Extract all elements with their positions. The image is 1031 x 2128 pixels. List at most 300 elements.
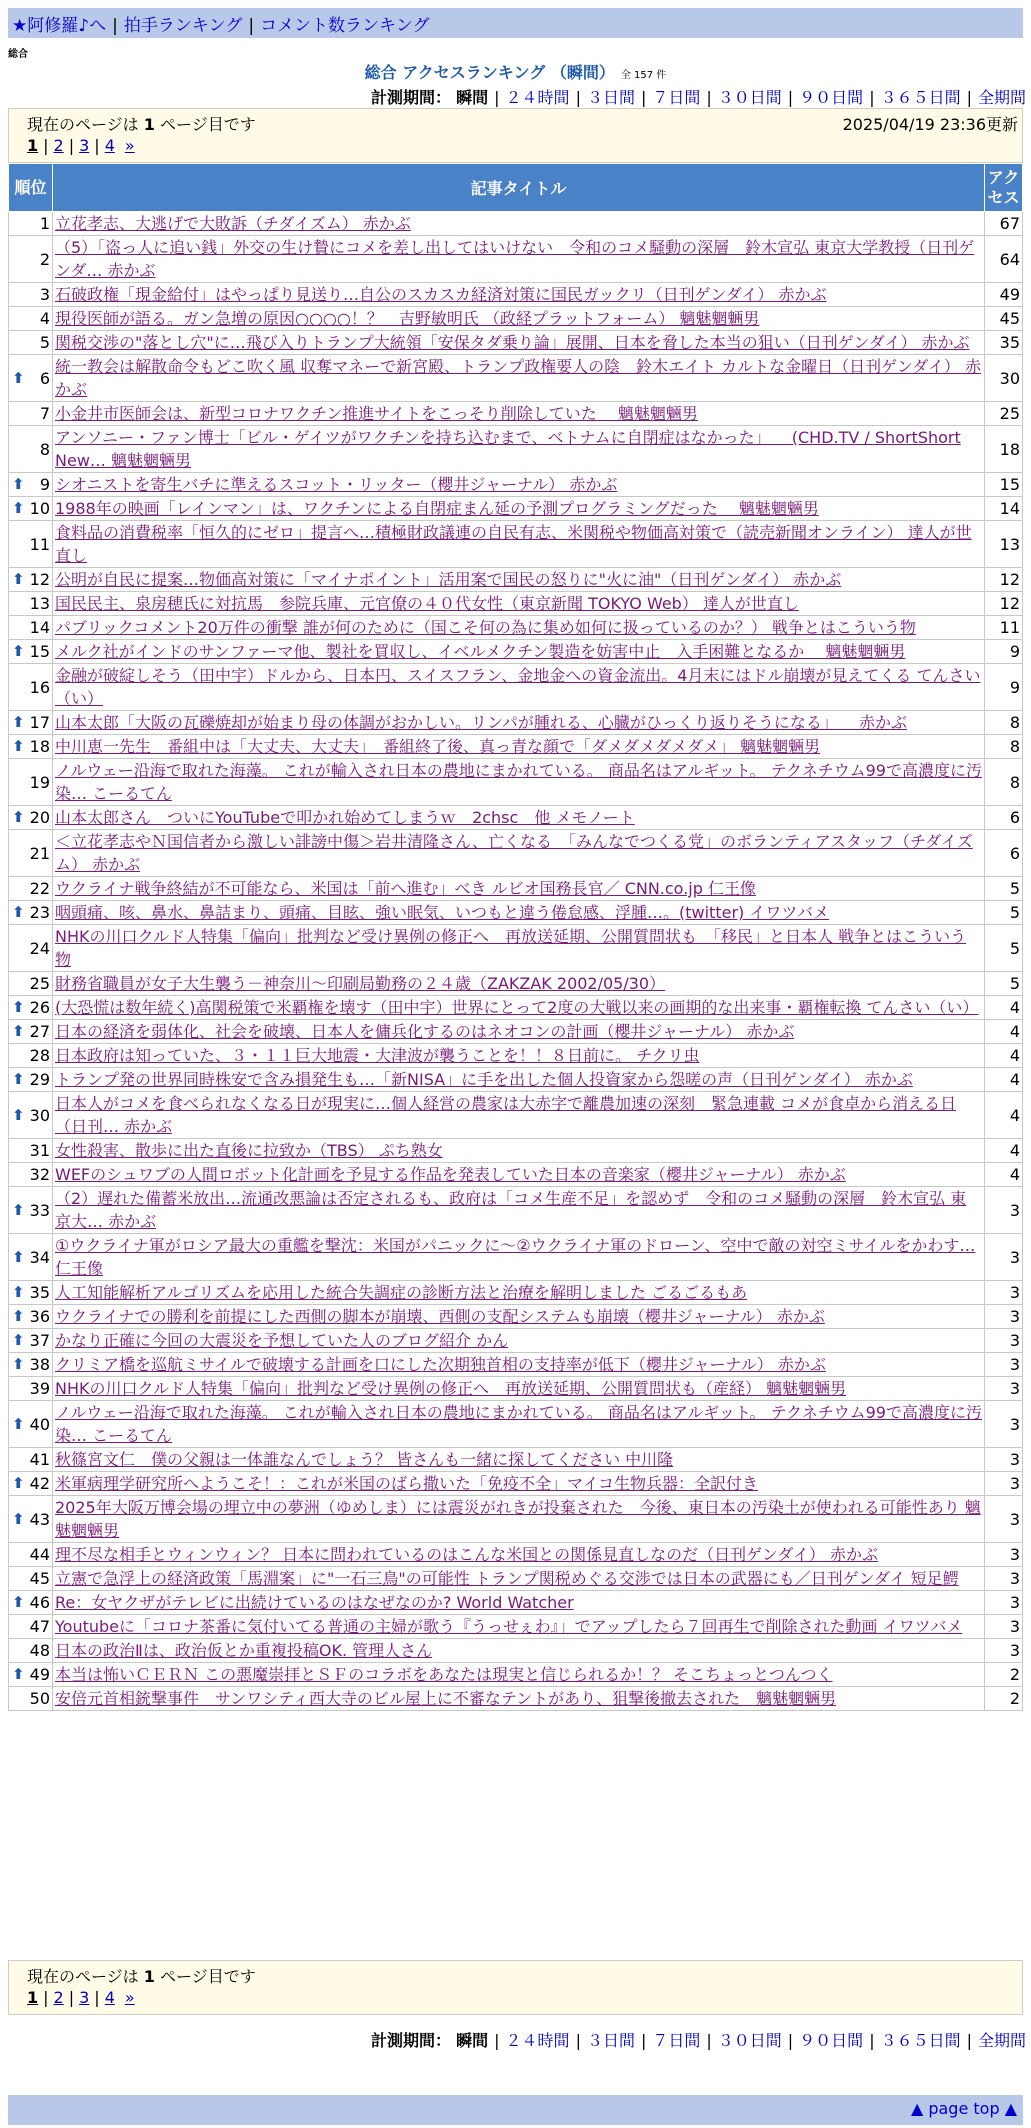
access-count: 15 (985, 473, 1023, 497)
table-row (9, 759, 1023, 806)
access-count: 4 (985, 1139, 1023, 1163)
article-title-link[interactable]: ノルウェー沿海で取れた海藻。 これが輸入され日本の農地にまかれている。 商品名はアルギット。 テクネチウム99で高濃度に汚染… こーるてん (55, 761, 982, 803)
rank-cell (9, 877, 53, 901)
page-2-link[interactable]: 2 (53, 1988, 64, 2007)
rank-cell (9, 1020, 53, 1044)
rank-cell (9, 1591, 53, 1615)
access-count: 3 (985, 1401, 1023, 1448)
rank-cell (9, 497, 53, 521)
article-title-link[interactable]: 小金井市医師会は、新型コロナワクチン推進サイトをこっそり削除していた 魑魅魍魎男 (55, 404, 698, 423)
table-row (9, 1543, 1023, 1567)
rank-cell (9, 640, 53, 664)
current-page-text-bottom: 現在のページは 1 ページ目です (27, 1967, 256, 1986)
rank-up-icon: ⬆ (12, 1070, 25, 1088)
article-title-link[interactable]: 秋篠宮文仁 僕の父親は一体誰なんでしょう？ 皆さんも一緒に探してください 中川隆 (55, 1450, 674, 1469)
access-count: 8 (985, 735, 1023, 759)
page-3-link[interactable]: 3 (79, 136, 90, 155)
article-title-link[interactable]: かなり正確に今回の大震災を予想していた人のブログ紹介 かん (55, 1331, 509, 1350)
title-cell (53, 283, 985, 307)
title-cell (53, 1639, 985, 1663)
period-label: 計測期間： (371, 2031, 452, 2050)
article-title-link[interactable]: 本当は怖いＣＥＲＮ この悪魔崇拝とＳＦのコラボをあなたは現実と信じられるか！？ そこちょっとつんつく (55, 1665, 833, 1684)
article-title-link[interactable]: メルク社がインドのサンファーマ他、製社を買収し、イベルメクチン製造を妨害中止 入手困難となるか 魑魅魍魎男 (55, 642, 906, 661)
article-title-link[interactable]: 理不尽な相手とウィンウィン？ 日本に問われているのはこんな米国との関係見直しなのだ（日刊ゲンダイ） 赤かぶ (55, 1545, 878, 1564)
rank-cell (9, 592, 53, 616)
rank-number: 43 (29, 1509, 50, 1529)
rank-number: 11 (29, 534, 50, 554)
rank-up-icon: ⬆ (12, 499, 25, 517)
article-title-link[interactable]: 米軍病理学研究所へようこそ！：これが米国のばら撒いた「免疫不全」マイコ生物兵器：全訳付き (55, 1474, 759, 1493)
period-3d-link[interactable]: ３日間 (586, 88, 635, 107)
access-count: 3 (985, 1472, 1023, 1496)
period-30d-link[interactable]: ３０日間 (717, 88, 782, 107)
period-label: 計測期間： (371, 88, 452, 107)
rank-cell (9, 1687, 53, 1711)
title-cell (53, 1448, 985, 1472)
rank-cell (9, 426, 53, 473)
rank-number: 26 (29, 998, 50, 1017)
page-4-link[interactable]: 4 (104, 1988, 115, 2007)
article-title-link[interactable]: （2）遅れた備蓄米放出…流通改悪論は否定されるも、政府は「コメ生産不足」を認めず 令和のコメ騒動の深層 鈴木宣弘 東京大… 赤かぶ (55, 1189, 967, 1231)
table-row (9, 1496, 1023, 1543)
comment-ranking-link[interactable]: コメント数ランキング (260, 16, 430, 36)
table-row (9, 1663, 1023, 1687)
article-title-link[interactable]: 日本政府は知っていた、３・１１巨大地震・大津波が襲うことを！！８日前に。 チクリ虫 (55, 1046, 700, 1065)
title-cell (53, 1687, 985, 1711)
applause-ranking-link[interactable]: 拍手ランキング (123, 16, 243, 36)
article-title-link[interactable]: NHKの川口クルド人特集「偏向」批判など受け異例の修正へ 再放送延期、公開質問状も（産経） 魑魅魍魎男 (55, 1379, 847, 1398)
article-title-link[interactable]: 金融が破綻しそう（田中宇）ドルから、日本円、スイスフラン、金地金への資金流出。4月末にはドル崩壊が見えてくる てんさい（い） (55, 666, 981, 708)
rank-number: 14 (29, 618, 50, 637)
period-3d-link[interactable]: ３日間 (586, 2031, 635, 2050)
article-title-link[interactable]: NHKの川口クルド人特集「偏向」批判など受け異例の修正へ 再放送延期、公開質問状も 「移民」と日本人 戦争とはこういう物 (55, 927, 967, 969)
rank-number: 13 (29, 594, 50, 613)
title-cell (53, 497, 985, 521)
pager-bottom (8, 1960, 1023, 2015)
rank-number: 6 (39, 368, 50, 388)
ranking-table (8, 163, 1023, 1711)
article-title-link[interactable]: 石破政権「現金給付」はやっぱり見送り…自公のスカスカ経済対策に国民ガックリ（日刊ゲンダイ） 赤かぶ (55, 285, 827, 304)
rank-number: 17 (29, 713, 50, 732)
title-cell (53, 1496, 985, 1543)
rank-cell (9, 664, 53, 711)
period-all-link[interactable]: 全期間 (977, 88, 1026, 107)
article-title-link[interactable]: 日本の経済を弱体化、社会を破壊、日本人を傭兵化するのはネオコンの計画（櫻井ジャーナル） 赤かぶ (55, 1022, 795, 1041)
category-label: 総合 (8, 49, 28, 60)
article-title-link[interactable]: ＜立花孝志やＮ国信者から激しい誹謗中傷＞岩井清隆さん、亡くなる 「みんなでつくる党」のボランティアスタッフ（チダイズム） 赤かぶ (55, 832, 973, 874)
access-count: 5 (985, 972, 1023, 996)
access-count: 35 (985, 331, 1023, 355)
access-count: 8 (985, 711, 1023, 735)
article-title-link[interactable]: ウクライナでの勝利を前提にした西側の脚本が崩壊、西側の支配システムも崩壊（櫻井ジャーナル） 赤かぶ (55, 1307, 825, 1326)
title-cell (53, 1068, 985, 1092)
bottom-bar (8, 2095, 1023, 2125)
table-row (9, 1353, 1023, 1377)
table-row (9, 497, 1023, 521)
title-cell (53, 664, 985, 711)
rank-cell (9, 830, 53, 877)
rank-cell (9, 616, 53, 640)
access-count: 3 (985, 1448, 1023, 1472)
title-cell (53, 735, 985, 759)
table-row (9, 283, 1023, 307)
title-cell (53, 830, 985, 877)
rank-up-icon: ⬆ (12, 903, 25, 921)
table-row (9, 1234, 1023, 1281)
title-cell (53, 1663, 985, 1687)
article-title-link[interactable]: アンソニー・ファン博士「ビル・ゲイツがワクチンを持ち込むまで、ベトナムに自閉症はなかった」 (CHD.TV / ShortShort New… 魑魅魍魎男 (55, 428, 961, 470)
title-cell (53, 592, 985, 616)
rank-number: 27 (29, 1022, 50, 1041)
period-current: 瞬間 (456, 88, 489, 107)
period-30d-link[interactable]: ３０日間 (717, 2031, 782, 2050)
article-title-link[interactable]: 食料品の消費税率「恒久的にゼロ」提言へ…積極財政議連の自民有志、米関税や物価高対策で（読売新聞オンライン） 達人が世直し (55, 523, 972, 565)
rank-number: 28 (29, 1046, 50, 1065)
title-cell (53, 616, 985, 640)
rank-number: 30 (29, 1105, 50, 1125)
access-count: 9 (985, 664, 1023, 711)
access-count: 12 (985, 592, 1023, 616)
rank-number: 16 (29, 677, 50, 697)
title-cell (53, 1472, 985, 1496)
access-count: 3 (985, 1305, 1023, 1329)
rank-number: 10 (29, 499, 50, 518)
rank-number: 9 (39, 475, 50, 494)
period-24h-link[interactable]: ２４時間 (505, 88, 570, 107)
page-1-current: 1 (27, 1988, 39, 2007)
access-count: 3 (985, 1591, 1023, 1615)
access-count: 3 (985, 1234, 1023, 1281)
access-count: 3 (985, 1187, 1023, 1234)
table-row (9, 355, 1023, 402)
rank-cell (9, 521, 53, 568)
rank-number: 29 (29, 1070, 50, 1089)
rank-number: 46 (29, 1593, 50, 1612)
rank-cell (9, 735, 53, 759)
rank-up-icon: ⬆ (12, 1105, 25, 1124)
table-row (9, 616, 1023, 640)
rank-cell (9, 1163, 53, 1187)
rank-number: 39 (29, 1379, 50, 1398)
access-count: 14 (985, 497, 1023, 521)
table-row (9, 640, 1023, 664)
table-row (9, 806, 1023, 830)
rank-up-icon: ⬆ (12, 475, 25, 493)
title-cell (53, 212, 985, 236)
table-row (9, 1448, 1023, 1472)
rank-up-icon: ⬆ (12, 737, 25, 755)
access-count: 5 (985, 877, 1023, 901)
article-title-link[interactable]: 立花孝志、大逃げで大敗訴（チダイズム） 赤かぶ (55, 214, 411, 233)
table-row (9, 1305, 1023, 1329)
page-2-link[interactable]: 2 (53, 136, 64, 155)
title-cell (53, 806, 985, 830)
period-365d-link[interactable]: ３６５日間 (880, 88, 961, 107)
table-row (9, 1092, 1023, 1139)
rank-number: 42 (29, 1474, 50, 1493)
article-title-link[interactable]: 山本太郎「大阪の瓦礫焼却が始まり母の体調がおかしい。リンパが腫れる、心臓がひっくり返りそうになる」 赤かぶ (55, 713, 907, 732)
pager-top (8, 108, 1023, 163)
rank-number: 4 (39, 309, 50, 328)
rank-cell (9, 1496, 53, 1543)
rank-number: 21 (29, 843, 50, 863)
rank-cell (9, 1377, 53, 1401)
title-cell (53, 355, 985, 402)
access-count: 49 (985, 283, 1023, 307)
rank-cell (9, 1615, 53, 1639)
table-row (9, 236, 1023, 283)
access-column-header: アクセス (985, 164, 1023, 212)
rank-up-icon: ⬆ (12, 1414, 25, 1433)
access-count: 3 (985, 1567, 1023, 1591)
table-row (9, 901, 1023, 925)
title-cell (53, 759, 985, 806)
access-count: 4 (985, 1020, 1023, 1044)
table-row (9, 212, 1023, 236)
next-page-link[interactable]: » (124, 136, 135, 155)
page-4-link[interactable]: 4 (104, 136, 115, 155)
rank-number: 5 (39, 333, 50, 352)
title-cell (53, 1139, 985, 1163)
table-row (9, 568, 1023, 592)
article-title-link[interactable]: ノルウェー沿海で取れた海藻。 これが輸入され日本の農地にまかれている。 商品名はアルギット。 テクネチウム99で高濃度に汚染… こーるてん (55, 1403, 982, 1445)
title-cell (53, 1305, 985, 1329)
article-title-link[interactable]: 立憲で急浮上の経済政策「馬淵案」に"一石三鳥"の可能性 トランプ関税めぐる交渉では日本の武器にも／日刊ゲンダイ 短足鰐 (55, 1569, 959, 1588)
rank-cell (9, 1281, 53, 1305)
rank-number: 37 (29, 1331, 50, 1350)
nav-separator: | (248, 16, 255, 36)
rank-cell (9, 283, 53, 307)
title-cell (53, 1401, 985, 1448)
table-row (9, 1639, 1023, 1663)
table-row (9, 1591, 1023, 1615)
table-row (9, 1615, 1023, 1639)
rank-cell (9, 1044, 53, 1068)
access-count: 6 (985, 806, 1023, 830)
article-title-link[interactable]: 財務省職員が女子大生襲う－神奈川～印刷局勤務の２４歳（ZAKZAK 2002/05/30） (55, 974, 666, 993)
title-cell (53, 711, 985, 735)
rank-cell (9, 1139, 53, 1163)
access-count: 4 (985, 1092, 1023, 1139)
page-top-link[interactable]: ▲ page top ▲ (910, 2099, 1017, 2118)
rank-cell (9, 1472, 53, 1496)
title-cell (53, 473, 985, 497)
rank-up-icon: ⬆ (12, 1355, 25, 1373)
current-page-text: 現在のページは 1 ページ目です (27, 115, 256, 134)
article-title-link[interactable]: 中川恵一先生 番組中は「大丈夫、大丈夫」 番組終了後、真っ青な顔で「ダメダメダメダメ」 魑魅魍魎男 (55, 737, 821, 756)
rank-up-icon: ⬆ (12, 998, 25, 1016)
rank-number: 38 (29, 1355, 50, 1374)
period-all-link[interactable]: 全期間 (977, 2031, 1026, 2050)
table-row (9, 1687, 1023, 1711)
table-row (9, 735, 1023, 759)
article-title-link[interactable]: 日本の政治Ⅱは、政治仮とか重複投稿OK. 管理人さん (55, 1641, 433, 1660)
access-count: 11 (985, 616, 1023, 640)
title-cell (53, 426, 985, 473)
article-title-link[interactable]: 咽頭痛、咳、鼻水、鼻詰まり、頭痛、目眩、強い眠気、いつもと違う倦怠感、浮腫…。(twitter) イワツバメ (55, 903, 830, 922)
rank-cell (9, 996, 53, 1020)
page-3-link[interactable]: 3 (79, 1988, 90, 2007)
access-count: 30 (985, 355, 1023, 402)
title-cell (53, 1615, 985, 1639)
rank-number: 48 (29, 1641, 50, 1660)
rank-up-icon: ⬆ (12, 1307, 25, 1325)
table-row (9, 925, 1023, 972)
next-page-link[interactable]: » (124, 1988, 135, 2007)
title-column-header: 記事タイトル (53, 164, 985, 212)
rank-number: 3 (39, 285, 50, 304)
page-links: 1 | 2 | 3 | 4 » (27, 136, 135, 155)
title-cell (53, 521, 985, 568)
rank-cell (9, 1567, 53, 1591)
rank-number: 24 (29, 938, 50, 958)
rank-number: 45 (29, 1569, 50, 1588)
access-count: 3 (985, 1353, 1023, 1377)
title-cell (53, 901, 985, 925)
rank-cell (9, 355, 53, 402)
table-row (9, 402, 1023, 426)
rank-cell (9, 1329, 53, 1353)
table-row (9, 1281, 1023, 1305)
article-title-link[interactable]: 関税交渉の"落とし穴"に…飛び入りトランプ大統領「安保タダ乗り論」展開、日本を脅した本当の狙い（日刊ゲンダイ） 赤かぶ (55, 333, 970, 352)
title-cell (53, 996, 985, 1020)
article-title-link[interactable]: 国民民主、泉房穂氏に対抗馬 参院兵庫、元官僚の４０代女性（東京新聞 TOKYO Web） 達人が世直し (55, 594, 799, 613)
rank-cell (9, 236, 53, 283)
period-selector-bottom: 計測期間： 瞬間 | ２４時間 | ３日間 | ７日間 | ３０日間 | ９０日間 | ３６５日間 | 全期間 (371, 2031, 1026, 2050)
table-row (9, 972, 1023, 996)
article-title-link[interactable]: 2025年大阪万博会場の埋立中の夢洲（ゆめしま）には震災がれきが投棄された 今後、東日本の汚染土が使われる可能性あり 魑魅魍魎男 (55, 1498, 981, 1540)
article-title-link[interactable]: WEFのシュワブの人間ロボット化計画を予見する作品を発表していた日本の音楽家（櫻井ジャーナル） 赤かぶ (55, 1165, 846, 1184)
title-cell (53, 1187, 985, 1234)
article-title-link[interactable]: 人工知能解析アルゴリズムを応用した統合失調症の診断方法と治療を解明しました ごるごるもあ (55, 1283, 748, 1302)
page-1-current: 1 (27, 136, 39, 155)
title-cell (53, 1281, 985, 1305)
title-cell (53, 1092, 985, 1139)
article-title-link[interactable]: Re：女ヤクザがテレビに出続けているのはなぜなのか? World Watcher (55, 1593, 574, 1612)
rank-number: 19 (29, 772, 50, 792)
access-count: 3 (985, 1496, 1023, 1543)
rank-up-icon: ⬆ (12, 1247, 25, 1266)
rank-number: 44 (29, 1545, 50, 1564)
access-count: 4 (985, 1044, 1023, 1068)
article-title-link[interactable]: （5）「盗っ人に追い銭」外交の生け贄にコメを差し出してはいけない 令和のコメ騒動の深層 鈴木宣弘 東京大学教授（日刊ゲンダ… 赤かぶ (55, 238, 975, 280)
rank-number: 32 (29, 1165, 50, 1184)
rank-cell (9, 1448, 53, 1472)
rank-cell (9, 972, 53, 996)
access-count: 3 (985, 1543, 1023, 1567)
rank-cell (9, 331, 53, 355)
access-count: 2 (985, 1687, 1023, 1711)
rank-cell (9, 1305, 53, 1329)
article-title-link[interactable]: ①ウクライナ軍がロシア最大の重艦を撃沈：米国がパニックに～②ウクライナ軍のドローン、空中で敵の対空ミサイルをかわす… 仁王像 (55, 1236, 976, 1278)
rank-number: 2 (39, 249, 50, 269)
rank-number: 7 (39, 404, 50, 423)
table-row (9, 1377, 1023, 1401)
title-cell (53, 1567, 985, 1591)
title-cell (53, 236, 985, 283)
access-count: 3 (985, 1329, 1023, 1353)
nav-separator: | (112, 16, 118, 36)
rank-cell (9, 1092, 53, 1139)
rank-up-icon: ⬆ (12, 1474, 25, 1492)
access-count: 67 (985, 212, 1023, 236)
article-title-link[interactable]: パブリックコメント20万件の衝撃 誰が何のために（国こそ何の為に集め如何に扱っているのか？） 戦争とはこういう物 (55, 618, 916, 637)
access-count: 2 (985, 1663, 1023, 1687)
article-title-link[interactable]: トランプ発の世界同時株安で含み損発生も…「新NISA」に手を出した個人投資家から怨嗟の声（日刊ゲンダイ） 赤かぶ (55, 1070, 913, 1089)
rank-cell (9, 1234, 53, 1281)
period-24h-link[interactable]: ２４時間 (505, 2031, 570, 2050)
table-row (9, 331, 1023, 355)
access-count: 8 (985, 759, 1023, 806)
title-cell (53, 1234, 985, 1281)
rank-column-header: 順位 (9, 164, 53, 212)
access-count: 13 (985, 521, 1023, 568)
article-title-link[interactable]: 日本人がコメを食べられなくなる日が現実に…個人経営の農家は大赤字で離農加速の深刻 緊急連載 コメが食卓から消える日（日刊… 赤かぶ (55, 1094, 957, 1136)
access-count: 3 (985, 1615, 1023, 1639)
article-title-link[interactable]: ウクライナ戦争終結が不可能なら、米国は「前へ進む」べき ルビオ国務長官／ CNN.co.jp 仁王像 (55, 879, 756, 898)
access-count: 4 (985, 996, 1023, 1020)
title-cell (53, 972, 985, 996)
table-row (9, 521, 1023, 568)
rank-cell (9, 402, 53, 426)
table-row (9, 1472, 1023, 1496)
article-title-link[interactable]: シオニストを寄生バチに準えるスコット・リッター（櫻井ジャーナル） 赤かぶ (55, 475, 618, 494)
article-title-link[interactable]: 女性殺害、散歩に出た直後に拉致か（TBS） ぷち熟女 (55, 1141, 443, 1160)
rank-number: 35 (29, 1283, 50, 1302)
rank-cell (9, 1401, 53, 1448)
article-title-link[interactable]: 安倍元首相銃撃事件 サンワシティ西大寺のビル屋上に不審なテントがあり、狙撃後撤去された 魑魅魍魎男 (55, 1689, 837, 1708)
article-title-link[interactable]: 山本太郎さん ついにYouTubeで叩かれ始めてしまうｗ 2chsc 他 メモノート (55, 808, 635, 827)
title-cell (53, 1353, 985, 1377)
rank-number: 15 (29, 642, 50, 661)
period-7d-link[interactable]: ７日間 (652, 88, 701, 107)
rank-number: 1 (39, 214, 50, 233)
table-row (9, 1187, 1023, 1234)
rank-up-icon: ⬆ (12, 1283, 25, 1301)
article-title-link[interactable]: 現役医師が語る。ガン急増の原因○○○○！？ 吉野敏明氏 （政経プラットフォーム） 魑魅魍魎男 (55, 309, 760, 328)
article-title-link[interactable]: 1988年の映画「レインマン」は、ワクチンによる自閉症まん延の予測プログラミングだった 魑魅魍魎男 (55, 499, 819, 518)
table-row (9, 877, 1023, 901)
rank-up-icon: ⬆ (12, 1593, 25, 1611)
rank-number: 50 (29, 1689, 50, 1708)
article-title-link[interactable]: (大恐慌は数年続く)高関税策で米覇権を壊す（田中宇）世界にとって2度の大戦以来の画期的な出来事・覇権転換 てんさい（い） (55, 998, 979, 1017)
table-row (9, 996, 1023, 1020)
rank-cell (9, 1639, 53, 1663)
period-90d-link[interactable]: ９０日間 (799, 2031, 864, 2050)
rank-number: 33 (29, 1200, 50, 1220)
rank-cell (9, 1068, 53, 1092)
rank-number: 12 (29, 570, 50, 589)
period-90d-link[interactable]: ９０日間 (799, 88, 864, 107)
rank-cell (9, 1663, 53, 1687)
article-title-link[interactable]: クリミア橋を巡航ミサイルで破壊する計画を口にした次期独首相の支持率が低下（櫻井ジャーナル） 赤かぶ (55, 1355, 826, 1374)
article-title-link[interactable]: Youtubeに「コロナ茶番に気付いてる普通の主婦が歌う『うっせぇわ』」でアップしたら７回再生で削除された動画 イワツバメ (55, 1617, 963, 1636)
table-row (9, 1567, 1023, 1591)
title-cell (53, 1044, 985, 1068)
title-cell (53, 568, 985, 592)
article-title-link[interactable]: 公明が自民に提案…物価高対策に「マイナポイント」活用案で国民の怒りに"火に油"（日刊ゲンダイ） 赤かぶ (55, 570, 842, 589)
rank-cell (9, 901, 53, 925)
title-cell (53, 307, 985, 331)
title-cell (53, 1591, 985, 1615)
period-7d-link[interactable]: ７日間 (652, 2031, 701, 2050)
home-link[interactable]: ★阿修羅♪へ (12, 16, 107, 36)
period-365d-link[interactable]: ３６５日間 (880, 2031, 961, 2050)
rank-cell (9, 212, 53, 236)
article-title-link[interactable]: 統一教会は解散命令もどこ吹く風 収奪マネーで新宮殿、トランプ政権要人の陰 鈴木エイト カルトな金曜日（日刊ゲンダイ） 赤かぶ (55, 357, 981, 399)
table-row (9, 664, 1023, 711)
title-cell (53, 1163, 985, 1187)
